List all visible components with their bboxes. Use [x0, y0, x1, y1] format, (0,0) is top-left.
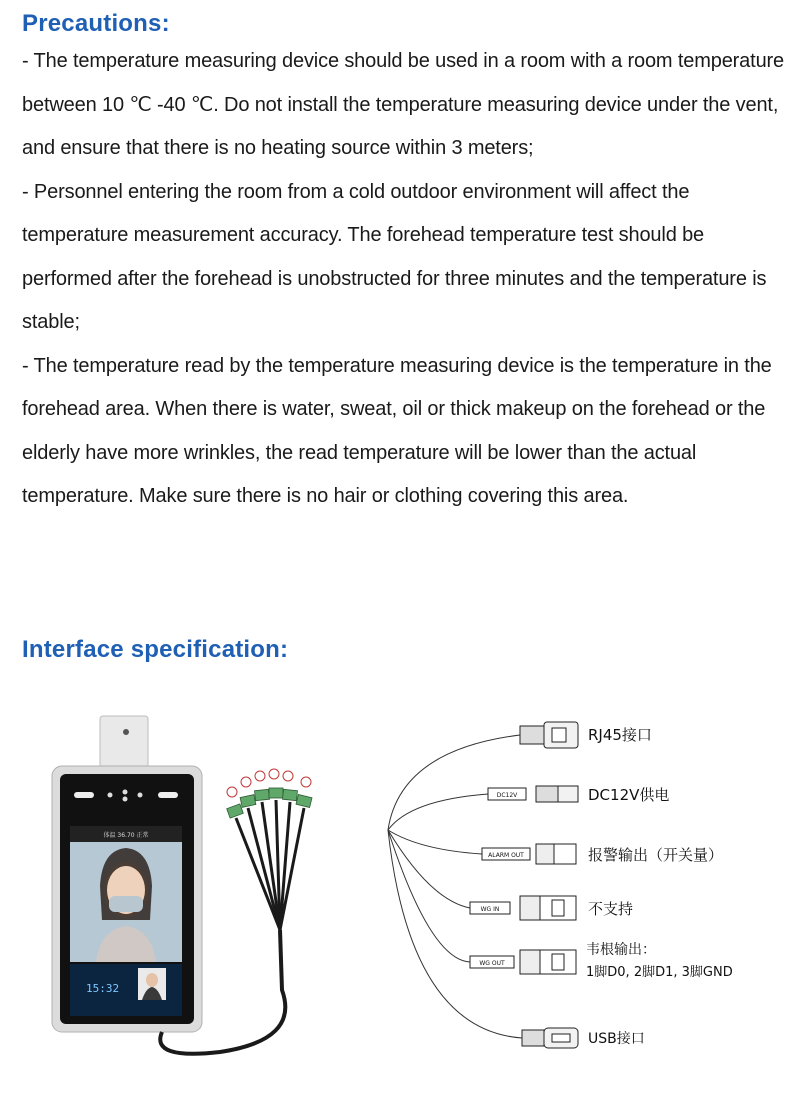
connector-label-usb: USB接口 [588, 1031, 645, 1047]
screen-header-text: 体温 36.70 正常 [103, 832, 149, 839]
precaution-paragraph-2: - Personnel entering the room from a cold outdoor environment will affect the temperature measurement accuracy. The forehead temperature test should be performed after the forehead is unobstructed for three minutes and the temperature is stable; [22, 180, 767, 333]
connector-label-dc12v: DC12V供电 [588, 786, 670, 804]
connector-label-wg-in: 不支持 [588, 900, 634, 918]
connector-wg-out [470, 941, 733, 980]
precaution-paragraph-1: - The temperature measuring device should be used in a room with a room temperature between 10 ℃ -40 ℃. Do not install the temperature measuring device under the vent, and ensure that there is no heating source within 3 meters; [22, 50, 785, 159]
connector-tag-alarm-out: ALARM OUT [488, 852, 524, 859]
screen-clock: 15:32 [86, 982, 120, 995]
connector-usb [522, 1028, 645, 1048]
interface-diagram [0, 690, 800, 1090]
connector-rj45 [520, 722, 652, 748]
connector-dc12v [488, 786, 669, 804]
device-illustration [52, 716, 202, 1032]
connector-pinout-wg-out: 1脚D0, 2脚D1, 3脚GND [586, 965, 733, 980]
interface-heading: Interface specification: [22, 636, 289, 663]
connector-alarm-out [482, 844, 723, 864]
precautions-heading: Precautions: [22, 10, 170, 37]
connector-fanout [388, 735, 522, 1038]
connector-label-rj45: RJ45接口 [588, 726, 652, 744]
connector-label-alarm-out: 报警输出（开关量） [588, 846, 724, 864]
precautions-body [22, 40, 794, 519]
connector-tag-wg-out: WG OUT [479, 960, 505, 967]
connector-tag-wg-in: WG IN [480, 906, 500, 913]
precaution-paragraph-3: - The temperature read by the temperature measuring device is the temperature in the forehead area. When there is water, sweat, oil or thick makeup on the forehead or the elderly have more wrinkles, the read temperature will be lower than the actual temperature. Make sure there is no hair or clothing covering this area. [22, 354, 772, 507]
connector-tag-dc12v: DC12V [496, 792, 518, 799]
connector-label-wg-out: 韦根输出： [586, 942, 656, 958]
connector-wg-in [470, 896, 633, 920]
wire-terminals [227, 788, 312, 818]
